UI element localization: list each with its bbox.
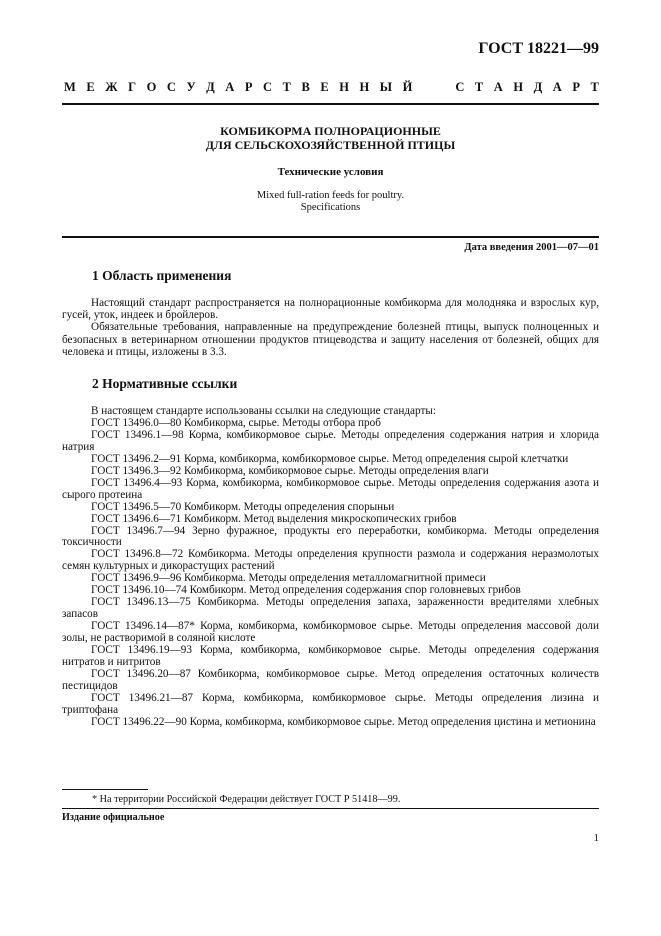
banner-letter: Т — [474, 80, 484, 94]
banner-letter: О — [146, 80, 157, 94]
banner-letter: У — [186, 80, 196, 94]
references-intro: В настоящем стандарте использованы ссылки на следующие стандарты: — [91, 405, 436, 417]
title-line-1: КОМБИКОРМА ПОЛНОРАЦИОННЫЕ — [220, 124, 441, 138]
section-1-paragraph: Настоящий стандарт распространяется на полнорационные комбикорма для молодняка и взрослых кур, гусей, уток, индеек и бройлеров. — [62, 297, 599, 322]
banner-letter: Ж — [105, 80, 118, 94]
reference-item: ГОСТ 13496.0—80 Комбикорма, сырье. Методы отбора проб — [91, 416, 381, 429]
reference-item: ГОСТ 13496.2—91 Корма, комбикорма, комбикормовое сырье. Метод определения сырой клетчатки — [91, 452, 569, 465]
reference-item: ГОСТ 13496.5—70 Комбикорм. Методы определения спорыньи — [91, 500, 395, 513]
banner-letter: Д — [533, 80, 543, 94]
banner-letter: А — [225, 80, 235, 94]
banner-letter: С — [166, 80, 176, 94]
reference-item: ГОСТ 13496.14—87* Корма, комбикорма, комбикормовое сырье. Методы определения массовой доли золы, не растворимой в соляной кислоте — [62, 620, 599, 645]
official-edition-label: Издание официальное — [62, 812, 165, 823]
title-line-2: ДЛЯ СЕЛЬСКОХОЗЯЙСТВЕННОЙ ПТИЦЫ — [205, 138, 456, 152]
section-1-body — [62, 297, 599, 358]
banner-gap — [423, 80, 445, 95]
interstate-standard-banner — [64, 80, 599, 95]
section-1-heading: 1 Область применения — [92, 268, 232, 283]
reference-item: ГОСТ 13496.8—72 Комбикорма. Методы определения крупности размола и содержания неразмолотых семян культурных и дикорастущих растений — [62, 548, 599, 573]
page-number: 1 — [593, 832, 599, 844]
document-subtitle: Технические условия — [277, 166, 384, 178]
banner-letter: Ы — [379, 80, 393, 94]
header-rule — [62, 103, 599, 105]
reference-item: ГОСТ 13496.20—87 Комбикорма, комбикормовое сырье. Метод определения остаточных количеств пестицидов — [62, 667, 599, 692]
title-block-rule — [62, 236, 599, 238]
banner-letter: В — [301, 80, 310, 94]
banner-letter: Д — [206, 80, 215, 94]
banner-letter: Р — [572, 80, 580, 94]
banner-letter: Е — [320, 80, 329, 94]
reference-item: ГОСТ 13496.6—71 Комбикорм. Метод выделения микроскопических грибов — [91, 512, 457, 525]
banner-letter: Н — [359, 80, 370, 94]
reference-item: ГОСТ 13496.21—87 Корма, комбикорма, комбикормовое сырье. Методы определения лизина и триптофана — [62, 691, 599, 716]
english-title — [62, 190, 599, 214]
section-1-paragraph: Обязательные требования, направленные на предупреждение болезней птицы, выпуск полноценных и безопасных в ветеринарном отношении продуктов птицеводства и защиту населения от болезней, общих для человека и птицы, изложены в 3.3. — [62, 321, 599, 358]
reference-item: ГОСТ 13496.1—98 Корма, комбикормовое сырье. Методы определения содержания натрия и хлорида натрия — [62, 428, 599, 453]
banner-letter: Е — [86, 80, 95, 94]
banner-letter: Р — [244, 80, 253, 94]
document-title — [62, 124, 599, 152]
footnote: * На территории Российской Федерации действует ГОСТ Р 51418—99. — [92, 794, 401, 805]
banner-letter: С — [455, 80, 465, 94]
references-list — [62, 406, 599, 729]
section-2-heading: 2 Нормативные ссылки — [92, 376, 238, 391]
reference-item: ГОСТ 13496.9—96 Комбикорма. Методы определения металломагнитной примеси — [91, 572, 486, 585]
reference-item: ГОСТ 13496.7—94 Зерно фуражное, продукты его переработки, комбикорма. Методы определения токсичности — [62, 524, 599, 549]
banner-letter: Н — [339, 80, 349, 94]
banner-letter: Н — [513, 80, 524, 94]
banner-letter: Й — [402, 80, 413, 94]
banner-letter: Т — [282, 80, 291, 94]
banner-letter: С — [263, 80, 273, 94]
reference-item: ГОСТ 13496.22—90 Корма, комбикорма, комбикормовое сырье. Метод определения цистина и метионина — [91, 715, 596, 728]
footnote-rule — [62, 789, 148, 790]
gost-number: ГОСТ 18221—99 — [478, 40, 599, 57]
banner-letter: А — [493, 80, 503, 94]
banner-letter: Т — [590, 80, 599, 94]
reference-item: ГОСТ 13496.10—74 Комбикорм. Метод определения содержания спор головневых грибов — [91, 584, 521, 597]
reference-item: ГОСТ 13496.4—93 Корма, комбикорма, комбикормовое сырье. Методы определения содержания азота и сырого протеина — [62, 476, 599, 501]
english-title-line-1: Mixed full-ration feeds for poultry. — [256, 190, 405, 201]
banner-letter: А — [552, 80, 562, 94]
banner-letter: Г — [128, 80, 137, 94]
footer-rule — [62, 808, 599, 809]
introduction-date: Дата введения 2001—07—01 — [464, 242, 599, 253]
banner-letter: М — [64, 80, 76, 94]
reference-item: ГОСТ 13496.19—93 Корма, комбикорма, комбикормовое сырье. Методы определения содержания нитратов и нитритов — [62, 644, 599, 669]
reference-item: ГОСТ 13496.13—75 Комбикорма. Методы определения запаха, зараженности вредителями хлебных запасов — [62, 596, 599, 621]
english-title-line-2: Specifications — [300, 202, 361, 213]
reference-item: ГОСТ 13496.3—92 Комбикорма, комбикормовое сырье. Методы определения влаги — [91, 464, 489, 477]
